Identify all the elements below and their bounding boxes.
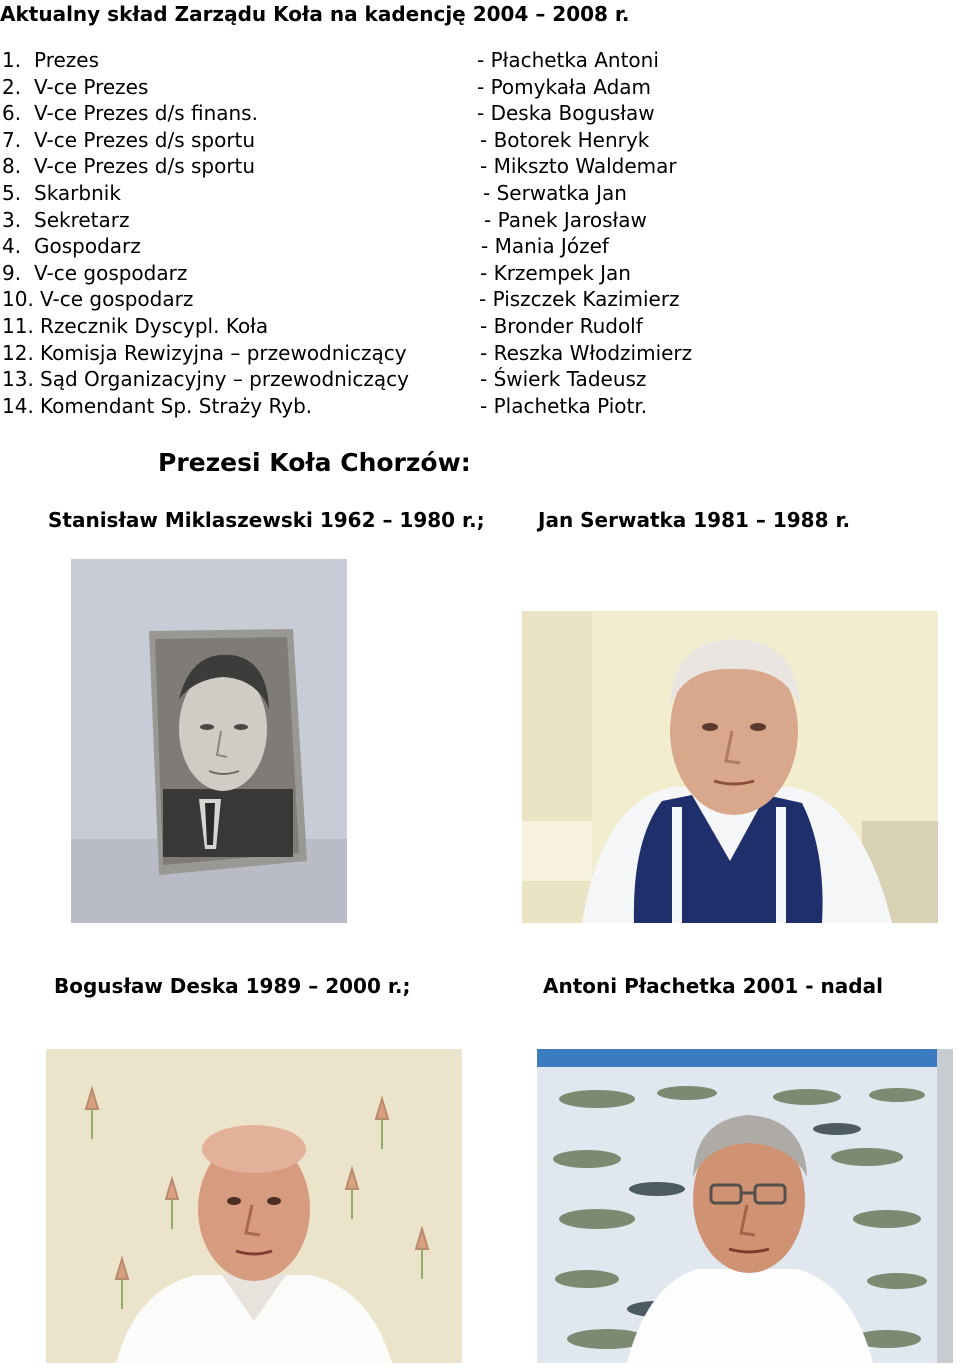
board-row bbox=[0, 154, 960, 181]
row-function: Komendant Sp. Straży Ryb. bbox=[40, 393, 313, 418]
row-member: - Piszczek Kazimierz bbox=[479, 287, 680, 312]
caption-plachetka: Antoni Płachetka 2001 - nadal bbox=[543, 974, 883, 998]
row-number: 7. bbox=[2, 127, 22, 152]
board-row bbox=[0, 234, 960, 261]
row-number: 13. bbox=[2, 367, 34, 392]
board-row bbox=[0, 75, 960, 102]
row-member: - Mikszto Waldemar bbox=[480, 154, 677, 179]
row-number: 2. bbox=[2, 74, 22, 99]
row-number: 14. bbox=[2, 393, 34, 418]
row-member: - Serwatka Jan bbox=[483, 180, 627, 205]
row-function: Skarbnik bbox=[34, 180, 121, 205]
board-row bbox=[0, 287, 960, 314]
row-member: - Reszka Włodzimierz bbox=[480, 340, 693, 365]
row-function: V-ce gospodarz bbox=[40, 287, 194, 312]
row-member: - Krzempek Jan bbox=[480, 260, 631, 285]
row-member: - Mania Józef bbox=[481, 234, 609, 259]
row-function: V-ce Prezes d/s finans. bbox=[34, 101, 258, 126]
row-function: V-ce Prezes d/s sportu bbox=[34, 127, 256, 152]
board-list bbox=[0, 48, 960, 420]
board-row bbox=[0, 367, 960, 394]
board-row bbox=[0, 101, 960, 128]
row-member: - Świerk Tadeusz bbox=[480, 367, 647, 392]
presidents-heading: Prezesi Koła Chorzów: bbox=[158, 448, 471, 477]
row-function: Sąd Organizacyjny – przewodniczący bbox=[40, 367, 409, 392]
caption-deska: Bogusław Deska 1989 – 2000 r.; bbox=[54, 974, 411, 998]
board-row bbox=[0, 314, 960, 341]
row-member: - Pomykała Adam bbox=[477, 74, 652, 99]
board-row bbox=[0, 128, 960, 155]
row-function: Rzecznik Dyscypl. Koła bbox=[40, 313, 269, 338]
board-row bbox=[0, 48, 960, 75]
row-member: - Deska Bogusław bbox=[477, 101, 655, 126]
row-number: 6. bbox=[2, 101, 22, 126]
board-row bbox=[0, 341, 960, 368]
row-function: Sekretarz bbox=[34, 207, 130, 232]
row-number: 5. bbox=[2, 180, 22, 205]
row-member: - Plachetka Piotr. bbox=[480, 393, 648, 418]
row-number: 12. bbox=[2, 340, 34, 365]
row-member: - Bronder Rudolf bbox=[480, 313, 643, 338]
row-number: 4. bbox=[2, 234, 22, 259]
row-function: Komisja Rewizyjna – przewodniczący bbox=[40, 340, 407, 365]
board-row bbox=[0, 394, 960, 421]
row-member: - Płachetka Antoni bbox=[477, 48, 659, 72]
caption-miklaszewski: Stanisław Miklaszewski 1962 – 1980 r.; bbox=[48, 508, 485, 532]
photo-miklaszewski bbox=[71, 559, 347, 923]
row-function: Prezes bbox=[34, 48, 100, 72]
board-row bbox=[0, 181, 960, 208]
photo-plachetka bbox=[537, 1049, 953, 1363]
caption-serwatka: Jan Serwatka 1981 – 1988 r. bbox=[538, 508, 851, 532]
row-number: 11. bbox=[2, 313, 34, 338]
photo-serwatka bbox=[522, 611, 938, 923]
row-number: 10. bbox=[2, 287, 34, 312]
row-function: Gospodarz bbox=[34, 234, 141, 259]
row-member: - Botorek Henryk bbox=[480, 127, 650, 152]
photo-deska bbox=[46, 1049, 462, 1363]
page-title: Aktualny skład Zarządu Koła na kadencję 2004 – 2008 r. bbox=[0, 2, 630, 26]
row-function: V-ce gospodarz bbox=[34, 260, 188, 285]
board-row bbox=[0, 208, 960, 235]
row-number: 3. bbox=[2, 207, 22, 232]
row-member: - Panek Jarosław bbox=[484, 207, 647, 232]
board-row bbox=[0, 261, 960, 288]
row-number: 9. bbox=[2, 260, 22, 285]
row-number: 8. bbox=[2, 154, 22, 179]
row-function: V-ce Prezes d/s sportu bbox=[34, 154, 256, 179]
row-number: 1. bbox=[2, 48, 22, 72]
row-function: V-ce Prezes bbox=[34, 74, 149, 99]
